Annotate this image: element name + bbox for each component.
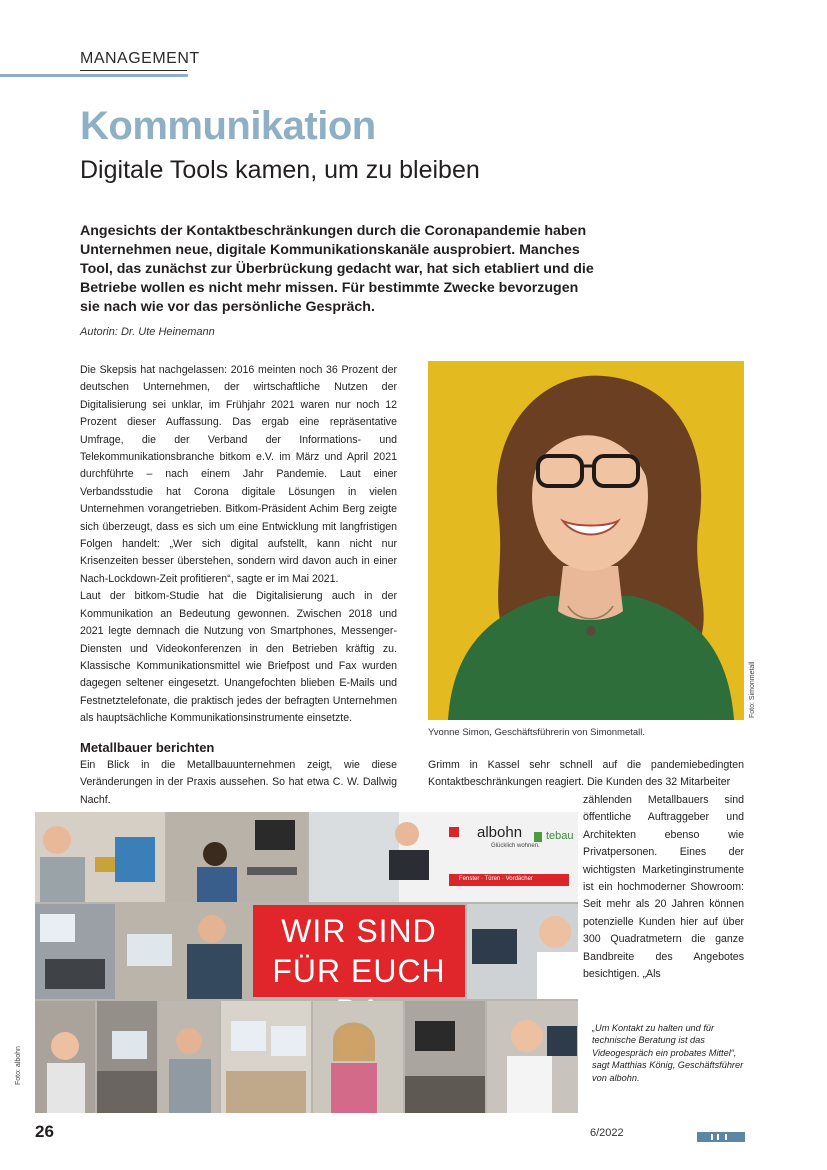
collage-tile [159,1001,219,1113]
collage-tile [313,1001,403,1113]
collage-tile [35,812,165,902]
portrait-illustration [428,361,744,720]
van-small-text: Fenster · Türen · Vordächer [459,876,533,882]
collage-tile [97,1001,157,1113]
collage-tile [35,1001,95,1113]
author-line: Autorin: Dr. Ute Heinemann [80,326,215,338]
collage-tile [467,904,578,999]
portrait-caption: Yvonne Simon, Geschäftsführerin von Simonmetall. [428,727,646,738]
issue-number: 6/2022 [590,1127,624,1139]
page-number: 26 [35,1122,54,1141]
section-label: MANAGEMENT [80,50,200,67]
body-paragraph-2: Laut der bitkom-Studie hat die Digitalisierung auch in der Kommunikation an Bedeutung gewonnen. Zwischen 2018 und 2021 legte demnach die Nutzung von Smartphones, Messenger-Diensten und Videokonferenzen in den Betrieben kräftig zu. Klassische Kommunikationsmittel wie Briefpost und Fax wurden dagegen seltener eingesetzt. Unangefochten blieben E-Mails und Festnetztelefonate, die praktisch jedes der befragten Unternehmen als hauptsächliche Kommunikationsinstrumente einsetzte. [80,590,397,725]
photo-quote-caption: „Um Kontakt zu halten und für technische Beratung ist das Videogespräch ein probates Mittel“, sagt Matthias König, Geschäftsführer von albohn. [592,1023,744,1083]
body-paragraph-5: zählenden Metallbauers sind öffentliche Auftraggeber und Architekten ebenso wie Privatpersonen. Eines der wichtigsten Marketinginstrumente ist ein hochmoderner Showroom: Seit mehr als 20 Jahren können potenzielle Kunden hier auf über 300 Quadratmetern die ganze Bandbreite des Angebotes besichtigen. „Als [583,794,744,981]
collage-tile [221,1001,311,1113]
collage-tile [487,1001,578,1113]
publisher-logo-icon [697,1129,745,1139]
article-title: Kommunikation [80,104,376,148]
portrait-photo [428,361,744,720]
collage-van-photo [309,812,578,902]
banner-line-1: WIR SIND [281,913,437,949]
collage-tile [405,1001,485,1113]
van-brand2-text: tebau [546,830,574,842]
portrait-photo-credit: Foto: Simonmetall [749,661,756,718]
collage-tile [35,904,115,999]
team-collage-photo [35,812,578,1113]
article-subtitle: Digitale Tools kamen, um zu bleiben [80,156,480,184]
header-accent-rule [0,74,188,77]
collage-photo-credit: Foto: albohn [15,1046,22,1085]
subheading: Metallbauer berichten [80,740,215,755]
lead-paragraph: Angesichts der Kontaktbeschränkungen durch die Coronapandemie haben Unternehmen neue, digitale Kommunikationskanäle ausprobiert. Manches Tool, das zunächst zur Überbrückung gedacht war, hat sich etabliert und die Betriebe wollen es nicht mehr missen. Für bestimmte Zwecke bevorzugen sie nach wie vor das persönliche Gespräch. [80,223,594,315]
banner-we-are-here [253,905,465,997]
section-underline [80,70,187,71]
body-column-1 [80,362,397,728]
collage-tile [167,812,307,902]
van-tagline: Glücklich wohnen. [491,843,540,849]
body-paragraph-1: Die Skepsis hat nachgelassen: 2016 meinten noch 36 Prozent der deutschen Unternehmen, der wirtschaftliche Nutzen der Digitalisierung sei unklar, im Frühjahr 2021 waren nur noch 12 Prozent dieser Auffassung. Das ergab eine repräsentative Umfrage, die der Verband der Informations- und Telekommunikationsbranche bitkom e.V. im März und April 2021 durchführte – nach einem Jahr Pandemie. Laut einer Verbandsstudie hat Corona digitale Lösungen in vielen Unternehmen vorangetrieben. Bitkom-Präsident Achim Berg zeigte sich überzeugt, dass es sich um eine Entwicklung mit langfristigen Folgen handelt: „Wer sich digital aufstellt, kann nicht nur Krisenzeiten besser überstehen, sondern wird davon auch in einer Nach-Lockdown-Zeit profitieren“, sagte er im Mai 2021. [80,364,397,585]
collage-tile [117,904,251,999]
body-paragraph-4: Grimm in Kassel sehr schnell auf die pandemiebedingten Kontaktbeschränkungen reagiert. Die Kunden des 32 Mitarbeiter [428,759,744,789]
body-paragraph-3: Ein Blick in die Metallbauunternehmen zeigt, wie diese Veränderungen in der Praxis aussehen. So hat etwa C. W. Dallwig Nachf. [80,759,397,806]
van-brand-text: albohn [477,824,523,841]
banner-line-2: FÜR EUCH [272,953,446,989]
